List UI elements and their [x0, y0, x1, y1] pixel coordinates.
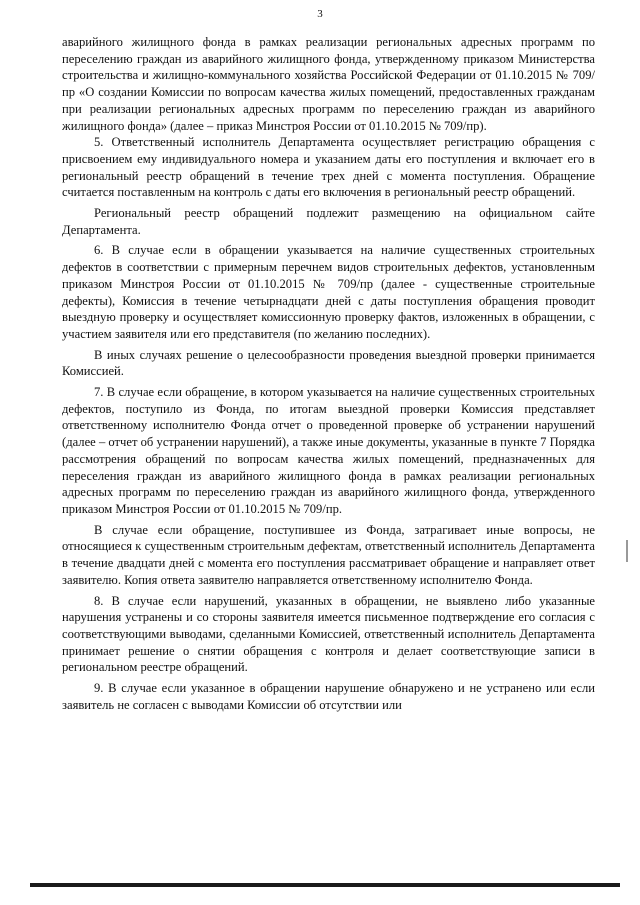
paragraph-fund-other-issues: В случае если обращение, поступившее из Фонда, затрагивает иные вопросы, не относящиеся к существенным строительным дефектам, ответственный исполнитель Департамента в течение двадцати дней с момента его поступления рассматривает обращение и направляет ответ заявителю. Копия ответа заявителю направляется ответственному исполнителю Фонда.	[62, 522, 595, 587]
bottom-scan-border	[30, 883, 620, 887]
paragraph-8: 8. В случае если нарушений, указанных в обращении, не выявлено либо указанные нарушения устранены и со стороны заявителя имеется письменное подтверждение его согласия с соответствующими выводами, сделанными Комиссией, ответственный исполнитель Департамента принимает решение о снятии обращения с контроля и делает соответствующие записи в региональном реестре обращений.	[62, 593, 595, 675]
paragraph-7: 7. В случае если обращение, в котором указывается на наличие существенных строительных дефектов, поступило из Фонда, по итогам выездной проверки Комиссия представляет ответственному исполнителю Фонда отчет о проведенной проверке об устранении нарушений (далее – отчет об устранении нарушений), а также иные документы, указанные в пункте 7 Порядка рассмотрения обращений по вопросам качества жилых помещений, предназначенных для переселения граждан из аварийного жилищного фонда в рамках реализации региональных адресных программ по переселению граждан из аварийного жилищного фонда, утвержденного приказом Минстроя России от 01.10.2015 № 709/пр.	[62, 385, 595, 516]
document-body	[62, 34, 595, 713]
scan-edge-mark	[626, 540, 628, 562]
paragraph-registry-publication: Региональный реестр обращений подлежит размещению на официальном сайте Департамента.	[62, 206, 595, 237]
paragraph-continuation: аварийного жилищного фонда в рамках реализации региональных адресных программ по переселению граждан из аварийного жилищного фонда, утвержденному приказом Министерства строительства и жилищно-коммунального хозяйства Российской Федерации от 01.10.2015 № 709/пр «О создании Комиссии по вопросам качества жилых помещений, предоставленных гражданам при реализации региональных адресных программ по переселению граждан из аварийного жилищного фонда» (далее – приказ Минстроя России от 01.10.2015 № 709/пр).	[62, 35, 595, 133]
paragraph-6: 6. В случае если в обращении указывается на наличие существенных строительных дефектов в соответствии с примерным перечнем видов строительных дефектов, установленным приказом Минстроя России от 01.10.2015 № 709/пр (далее - существенные строительные дефекты), Комиссия в течение четырнадцати дней с даты поступления обращения проводит выездную проверку и осуществляет комиссионную проверку фактов, изложенных в обращении, с участием заявителя или его представителя (по желанию последних).	[62, 243, 595, 341]
paragraph-other-cases: В иных случаях решение о целесообразности проведения выездной проверки принимается Комиссией.	[62, 347, 595, 379]
paragraph-5: 5. Ответственный исполнитель Департамента осуществляет регистрацию обращения с присвоением ему индивидуального номера и указанием даты его поступления и включает его в региональный реестр обращений в течение трех дней с момента поступления. Обращение считается поставленным на контроль с даты его включения в региональный реестр обращений.	[62, 135, 595, 200]
paragraph-9: 9. В случае если указанное в обращении нарушение обнаружено и не устранено или если заявитель не согласен с выводами Комиссии об отсутствии или	[62, 681, 595, 712]
page-number: 3	[317, 8, 323, 20]
